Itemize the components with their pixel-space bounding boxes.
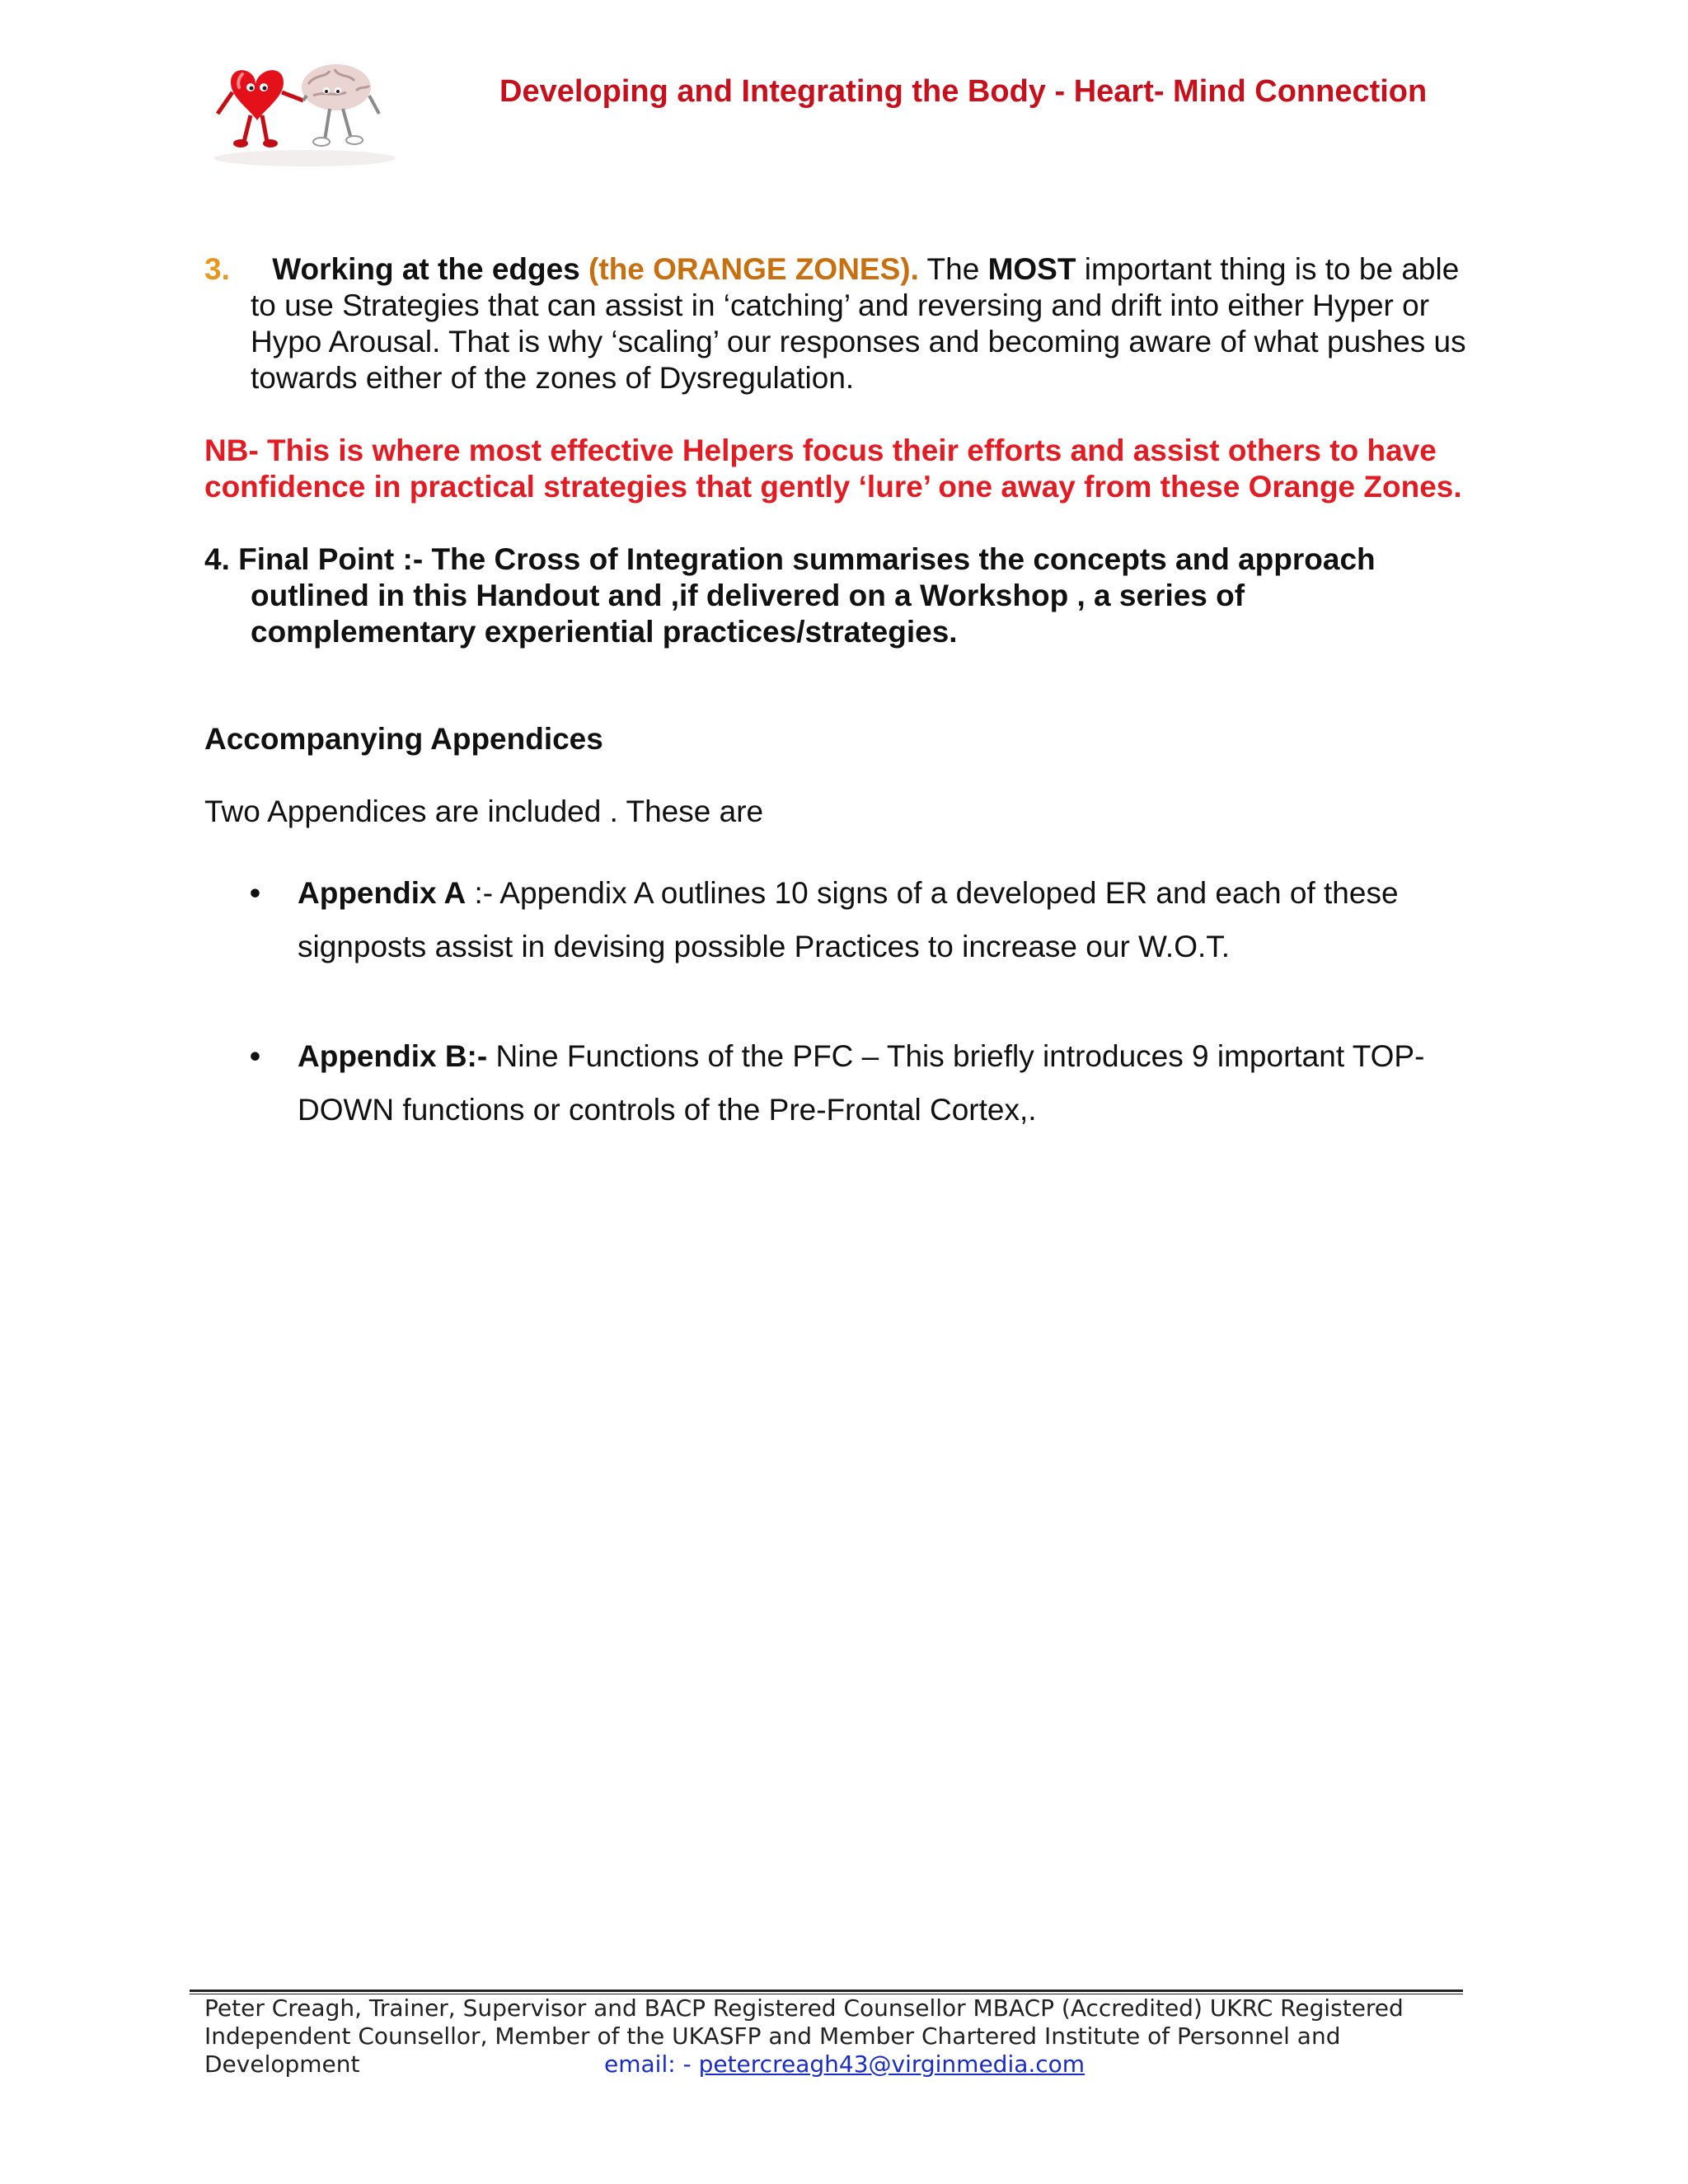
email-link[interactable]: petercreagh43@virginmedia.com (698, 2050, 1085, 2078)
list-item (204, 866, 1474, 973)
list-item (204, 1029, 1474, 1137)
email-label: email: (604, 2050, 676, 2078)
point-3-text-1: The (926, 252, 980, 286)
point-3-most: MOST (987, 252, 1076, 286)
nb-paragraph: NB- This is where most effective Helpers focus their efforts and assist others to have confidence in practical strategies that gently ‘lure’ one away from these Orange Zones. (204, 434, 1462, 504)
footer-email-row (604, 2050, 1085, 2079)
bullet-icon: • (250, 1039, 260, 1073)
appendices-list (204, 866, 1474, 1137)
orange-zones-label: (the ORANGE ZONES). (588, 252, 919, 286)
page-footer (204, 1994, 1474, 2079)
appendix-a-label: Appendix A (298, 876, 467, 910)
point-3-paragraph (204, 251, 1474, 396)
page-header-title: Developing and Integrating the Body - Heart- Mind Connection (499, 74, 1428, 109)
appendices-intro: Two Appendices are included . These are (204, 794, 764, 828)
footer-line-1: Peter Creagh, Trainer, Supervisor and BACP Registered Counsellor MBACP (Accredited) UKRC Registered (204, 1994, 1404, 2022)
point-3-text-2: important thing is to be able to use Strategies that can assist in ‘catching’ and reversing and drift into either Hyper or Hypo Arousal. That is why ‘scaling’ our responses and becoming aware of what pushes us towards either of the zones of Dysregulation. (251, 252, 1466, 395)
appendices-heading: Accompanying Appendices (204, 722, 603, 756)
point-4-paragraph: 4. Final Point :- The Cross of Integration summarises the concepts and approach outlined in this Handout and ,if delivered on a Workshop , a series of complementary experiential practices/strategies. (204, 542, 1376, 649)
point-3-number: 3. (204, 252, 230, 286)
footer-line-3: Development (204, 2050, 360, 2078)
footer-line-2: Independent Counsellor, Member of the UKASFP and Member Chartered Institute of Personnel and (204, 2022, 1341, 2050)
email-separator: - (682, 2050, 692, 2078)
appendix-b-label: Appendix B:- (298, 1039, 488, 1073)
bullet-icon: • (250, 876, 260, 910)
appendix-b-text: Nine Functions of the PFC – This briefly introduces 9 important TOP-DOWN functions or controls of the Pre-Frontal Cortex,. (298, 1039, 1425, 1127)
document-body (204, 251, 1474, 1137)
appendix-a-text: :- Appendix A outlines 10 signs of a developed ER and each of these signposts assist in devising possible Practices to increase our W.O.T. (298, 876, 1399, 963)
footer-line-3-row (204, 2050, 1474, 2079)
heart-brain-logo-icon (206, 49, 404, 173)
point-3-lead: Working at the edges (272, 252, 580, 286)
